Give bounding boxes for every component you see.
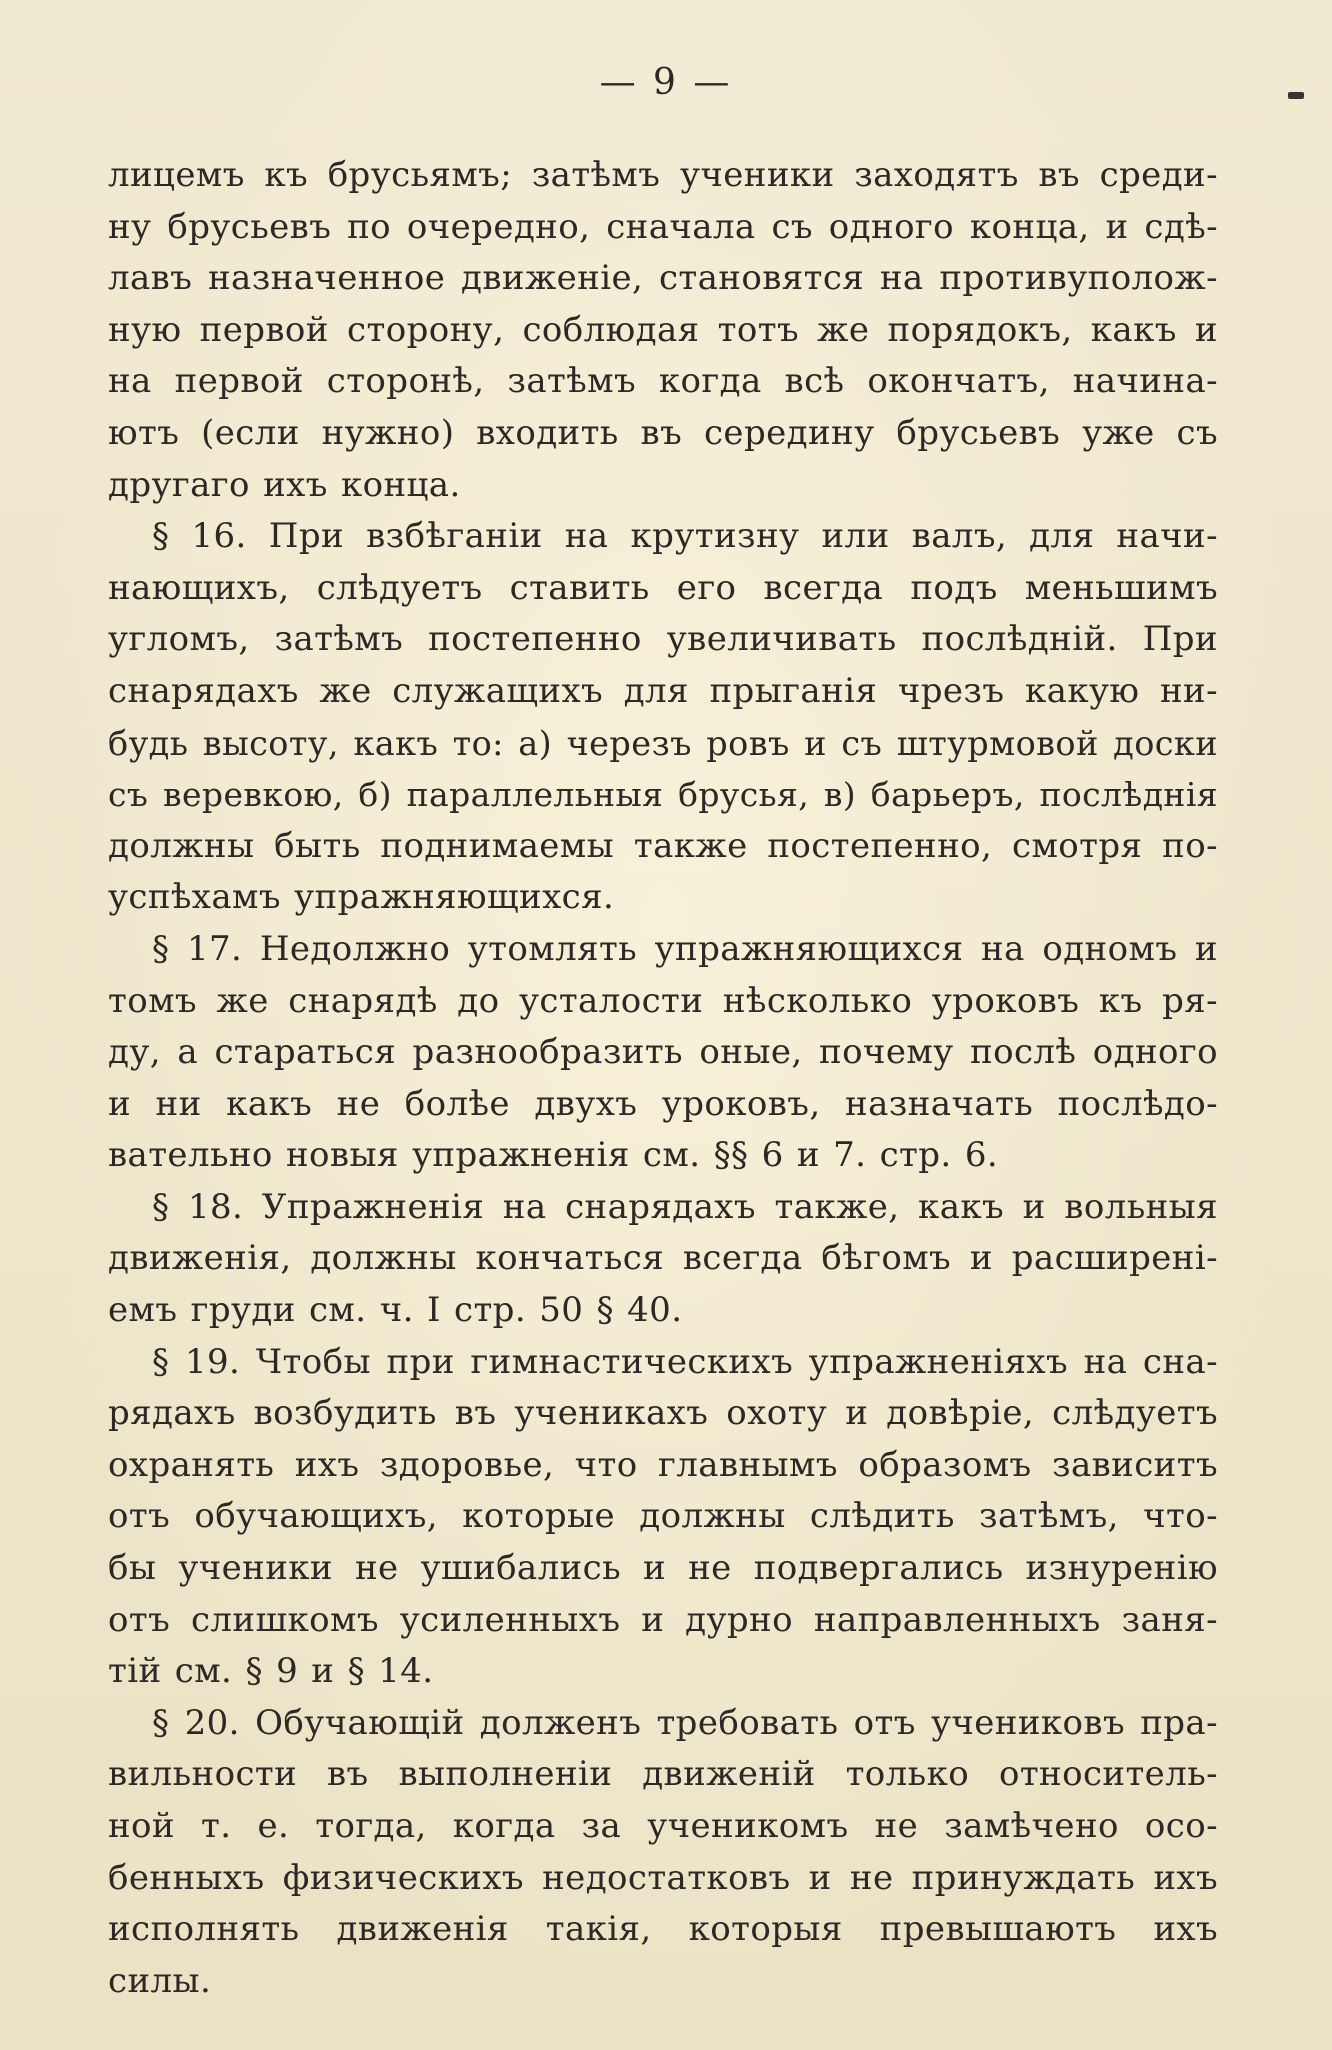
text-line: ной т. е. тогда, когда за ученикомъ не замѣчено осо- bbox=[108, 1806, 1218, 1846]
text-line: успѣхамъ упражняющихся. bbox=[108, 877, 615, 918]
text-line: емъ груди см. ч. I стр. 50 § 40. bbox=[108, 1290, 683, 1331]
text-line: нающихъ, слѣдуетъ ставить его всегда подъ меньшимъ bbox=[108, 567, 1218, 608]
text-line: отъ обучающихъ, которые должны слѣдить затѣмъ, что- bbox=[108, 1496, 1218, 1537]
text-line: тій см. § 9 и § 14. bbox=[108, 1651, 434, 1692]
text-line: § 19. Чтобы при гимнастическихъ упражненіяхъ на сна- bbox=[152, 1341, 1218, 1382]
page-number: — 9 — bbox=[599, 62, 733, 103]
text-line: вательно новыя упражненія см. §§ 6 и 7. стр. 6. bbox=[108, 1135, 999, 1176]
text-line: другаго ихъ конца. bbox=[108, 464, 461, 505]
text-line: § 18. Упражненія на снарядахъ также, какъ и вольныя bbox=[152, 1186, 1218, 1227]
text-line: § 16. При взбѣганіи на крутизну или валъ, для начи- bbox=[152, 516, 1218, 557]
text-line: § 20. Обучающій долженъ требовать отъ учениковъ пра- bbox=[152, 1702, 1218, 1743]
text-line: ну брусьевъ по очередно, сначала съ одного конца, и сдѣ- bbox=[108, 206, 1218, 247]
text-line: лицемъ къ брусьямъ; затѣмъ ученики заходятъ въ среди- bbox=[108, 155, 1218, 195]
text-line: вильности въ выполненіи движеній только относитель- bbox=[108, 1754, 1218, 1795]
text-line: томъ же снарядѣ до усталости нѣсколько уроковъ къ ря- bbox=[108, 980, 1218, 1021]
text-line: бенныхъ физическихъ недостатковъ и не принуждать ихъ bbox=[108, 1857, 1218, 1898]
text-line: исполнять движенія такія, которыя превышаютъ ихъ bbox=[108, 1909, 1218, 1950]
text-line: силы. bbox=[108, 1960, 212, 2001]
text-line: съ веревкою, б) параллельныя брусья, в) барьеръ, послѣднія bbox=[108, 775, 1218, 815]
body-text bbox=[108, 150, 1218, 2007]
text-line: отъ слишкомъ усиленныхъ и дурно направленныхъ заня- bbox=[108, 1599, 1218, 1640]
text-line: снарядахъ же служащихъ для прыганія чрезъ какую ни- bbox=[108, 670, 1218, 711]
text-line: ную первой сторону, соблюдая тотъ же порядокъ, какъ и bbox=[108, 309, 1218, 350]
ink-mark bbox=[1288, 92, 1304, 99]
text-line: угломъ, затѣмъ постепенно увеличивать послѣдній. При bbox=[108, 619, 1218, 660]
text-line: будь высоту, какъ то: а) черезъ ровъ и съ штурмовой доски bbox=[108, 723, 1218, 763]
text-line: лавъ назначенное движеніе, становятся на противуполож- bbox=[108, 258, 1218, 299]
text-line: ду, а стараться разнообразить оные, почему послѣ одного bbox=[108, 1032, 1218, 1073]
text-line: § 17. Недолжно утомлять упражняющихся на одномъ и bbox=[152, 928, 1218, 969]
text-line: рядахъ возбудить въ ученикахъ охоту и довѣріе, слѣдуетъ bbox=[108, 1393, 1218, 1434]
text-line: бы ученики не ушибались и не подвергались изнуренію bbox=[108, 1548, 1218, 1589]
text-line: охранять ихъ здоровье, что главнымъ образомъ зависитъ bbox=[108, 1444, 1218, 1485]
text-line: движенія, должны кончаться всегда бѣгомъ и расширені- bbox=[108, 1238, 1218, 1279]
text-line: на первой сторонѣ, затѣмъ когда всѣ окончатъ, начина- bbox=[108, 361, 1218, 402]
text-line: ютъ (если нужно) входить въ середину брусьевъ уже съ bbox=[108, 412, 1218, 453]
text-line: должны быть поднимаемы также постепенно, смотря по- bbox=[108, 825, 1218, 866]
text-line: и ни какъ не болѣе двухъ уроковъ, назначать послѣдо- bbox=[108, 1083, 1218, 1124]
